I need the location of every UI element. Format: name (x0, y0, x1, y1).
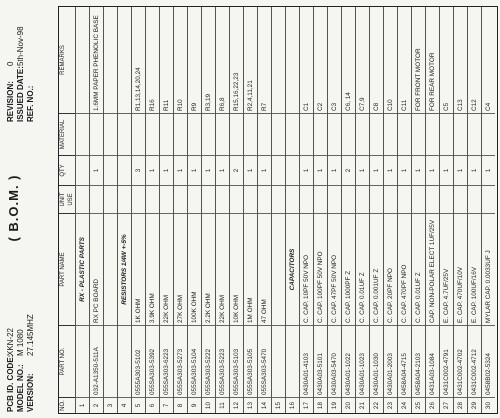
unit-use-cell (160, 185, 173, 213)
row-number-cell: 13 (244, 397, 257, 413)
material-cell (188, 113, 201, 155)
row-number-cell: 21 (356, 397, 369, 413)
quantity-cell: 1 (300, 155, 313, 185)
unit-use-cell (258, 185, 271, 213)
part-number-cell: 0430A01-4103 (300, 325, 313, 397)
part-number-cell (76, 325, 89, 397)
material-cell (468, 113, 481, 155)
material-cell (90, 113, 103, 155)
part-name-cell: RX PC BOARD (90, 213, 103, 325)
quantity-cell (118, 155, 131, 185)
table-row (201, 7, 215, 413)
material-cell (328, 113, 341, 155)
part-number-cell: 055SA303-5470 (258, 325, 271, 397)
remarks-cell: C3 (331, 102, 338, 111)
part-name-cell: CAP. NON-POLAR ELECT 1UF/25V (426, 213, 439, 325)
part-number-cell (118, 325, 131, 397)
remarks-cell: C10 (387, 99, 394, 111)
part-name-cell: 2.2K OHM (202, 213, 215, 325)
row-number-cell: 23 (384, 397, 397, 413)
unit-use-cell (356, 185, 369, 213)
revision-line: REVISION:0 (6, 61, 15, 122)
material-cell (440, 113, 453, 155)
remarks-cell: C8 (373, 102, 380, 111)
quantity-cell: 1 (188, 155, 201, 185)
part-name-cell: 27K OHM (174, 213, 187, 325)
quantity-cell: 3 (132, 155, 145, 185)
part-name-cell: RESISTORS 1/4W +-5% (118, 213, 131, 325)
row-number-cell: 27 (440, 397, 453, 413)
row-number-cell: 6 (146, 397, 159, 413)
col-head-material: MATERIAL (59, 113, 75, 155)
material-cell (300, 113, 313, 155)
part-name-cell: 3.9K OHM (146, 213, 159, 325)
remarks-cell (76, 7, 89, 113)
unit-use-cell (454, 185, 467, 213)
part-number-cell: 055SA303-5103 (230, 325, 243, 397)
remarks-cell: C1 (303, 102, 310, 111)
part-number-cell: 0430A01-1022 (342, 325, 355, 397)
remarks-cell: C13 (457, 99, 464, 111)
unit-use-cell (272, 185, 285, 213)
row-number-cell: 9 (188, 397, 201, 413)
table-row (187, 7, 201, 413)
material-cell (272, 113, 285, 155)
remarks-cell: R15,16,22,23 (233, 72, 240, 111)
part-name-cell: C. CAP. 470PF NPO (398, 213, 411, 325)
remarks-cell (286, 7, 299, 113)
part-name-cell: C. CAP. 0.001UF Z (370, 213, 383, 325)
table-row (173, 7, 187, 413)
document-title: ( B.O.M. ) (6, 174, 21, 242)
table-row (481, 7, 495, 413)
part-number-cell: 032-A1350-511A (90, 325, 103, 397)
quantity-cell: 1 (146, 155, 159, 185)
part-name-cell: C. CAP. 20PF NPO (384, 213, 397, 325)
unit-use-cell (202, 185, 215, 213)
table-row (285, 7, 299, 413)
part-name-cell: C. CAP. 0.01UF Z (412, 213, 425, 325)
part-name-cell: 47 OHM (258, 213, 271, 325)
quantity-cell (286, 155, 299, 185)
remarks-cell: C4 (485, 102, 492, 111)
row-number-cell: 7 (160, 397, 173, 413)
quantity-cell: 1 (314, 155, 327, 185)
col-head-qty: QTY (59, 155, 75, 185)
row-number-cell: 17 (300, 397, 313, 413)
row-number-cell: 30 (482, 397, 495, 413)
row-number-cell: 11 (216, 397, 229, 413)
table-row (271, 7, 285, 413)
unit-use-cell (174, 185, 187, 213)
unit-use-cell (440, 185, 453, 213)
material-cell (286, 113, 299, 155)
material-cell (258, 113, 271, 155)
table-row (299, 7, 313, 413)
part-number-cell: 0458A04-2103 (412, 325, 425, 397)
quantity-cell: 1 (440, 155, 453, 185)
bom-table (58, 6, 498, 414)
remarks-cell (272, 7, 285, 113)
issued-date-line: ISSUED DATE:5th-Nov-98 (16, 26, 25, 122)
unit-use-cell (426, 185, 439, 213)
part-number-cell: 055SA303-5273 (174, 325, 187, 397)
part-number-cell: 055SA303-5104 (188, 325, 201, 397)
part-number-cell: 0431C002-4702 (454, 325, 467, 397)
col-head-remarks: REMARKS (60, 45, 66, 75)
col-head-unit-use: UNIT USE (59, 185, 75, 213)
unit-use-cell (482, 185, 495, 213)
row-number-cell: 12 (230, 397, 243, 413)
material-cell (314, 113, 327, 155)
quantity-cell: 1 (160, 155, 173, 185)
material-cell (76, 113, 89, 155)
material-cell (216, 113, 229, 155)
part-number-cell: 0555A303-5102 (132, 325, 145, 397)
quantity-cell: 2 (342, 155, 355, 185)
unit-use-cell (76, 185, 89, 213)
quantity-cell (76, 155, 89, 185)
part-number-cell: 055SA303-6223 (160, 325, 173, 397)
col-head-part-name: PART NAME (59, 213, 75, 325)
material-cell (104, 113, 117, 155)
table-row (243, 7, 257, 413)
unit-use-cell (244, 185, 257, 213)
table-row (369, 7, 383, 413)
part-number-cell (104, 325, 117, 397)
table-row (229, 7, 243, 413)
part-name-cell: E. CAP. 470UF/10V (454, 213, 467, 325)
unit-use-cell (90, 185, 103, 213)
remarks-cell: R3,19 (205, 93, 212, 111)
remarks-cell: R11 (163, 99, 170, 111)
part-name-cell: C. CAP. 10PF 50V NPO (300, 213, 313, 325)
unit-use-cell (300, 185, 313, 213)
row-number-cell: 24 (398, 397, 411, 413)
quantity-cell: 1 (398, 155, 411, 185)
row-number-cell: 20 (342, 397, 355, 413)
part-number-cell: 0431C002-4791 (440, 325, 453, 397)
part-number-cell: 0430A01-1030 (370, 325, 383, 397)
remarks-cell: R10 (177, 99, 184, 111)
quantity-cell: 1 (90, 155, 103, 185)
part-number-cell (286, 325, 299, 397)
table-row (117, 7, 131, 413)
part-number-cell: 0430A03-5470 (328, 325, 341, 397)
quantity-cell: 1 (202, 155, 215, 185)
table-row (439, 7, 453, 413)
unit-use-cell (398, 185, 411, 213)
material-cell (398, 113, 411, 155)
row-number-cell: 10 (202, 397, 215, 413)
unit-use-cell (328, 185, 341, 213)
unit-use-cell (370, 185, 383, 213)
part-number-cell: 055SA303-5392 (146, 325, 159, 397)
table-row (159, 7, 173, 413)
row-number-cell: 18 (314, 397, 327, 413)
table-row (383, 7, 397, 413)
unit-use-cell (342, 185, 355, 213)
col-head-part-no: PART NO. (59, 325, 75, 397)
quantity-cell: 1 (468, 155, 481, 185)
part-name-cell (104, 213, 117, 325)
row-number-cell: 5 (132, 397, 145, 413)
version-line: VERSION:27.145MHZ (26, 314, 35, 412)
remarks-cell: C7,9 (359, 97, 366, 111)
part-name-cell: MYLAR CAP. 0.0033UF J (482, 213, 495, 325)
unit-use-cell (230, 185, 243, 213)
row-number-cell: 19 (328, 397, 341, 413)
remarks-cell: R16 (149, 99, 156, 111)
table-row (89, 7, 103, 413)
part-name-cell: C. CAP. 47PF 50V NPO (328, 213, 341, 325)
pcb-id-line: PCB ID. CODE:XKN-22 (6, 327, 15, 412)
quantity-cell: 1 (454, 155, 467, 185)
remarks-cell: R1,13,14,20,24 (135, 67, 142, 111)
unit-use-cell (412, 185, 425, 213)
row-number-cell: 2 (90, 397, 103, 413)
part-name-cell: CAPACITORS (286, 213, 299, 325)
ref-no-line: REF. NO.: (26, 85, 35, 122)
quantity-cell: 1 (244, 155, 257, 185)
row-number-cell: 22 (370, 397, 383, 413)
unit-use-cell (132, 185, 145, 213)
quantity-cell: 1 (370, 155, 383, 185)
material-cell (146, 113, 159, 155)
row-number-cell: 28 (454, 397, 467, 413)
table-row (397, 7, 411, 413)
remarks-cell (118, 7, 131, 113)
table-row (145, 7, 159, 413)
table-row (215, 7, 229, 413)
remarks-cell: R7 (261, 102, 268, 111)
quantity-cell: 1 (356, 155, 369, 185)
quantity-cell: 1 (216, 155, 229, 185)
quantity-cell: 1 (482, 155, 495, 185)
table-row (257, 7, 271, 413)
table-row (425, 7, 439, 413)
remarks-cell: R2,4,11,21 (247, 80, 254, 111)
row-number-cell: 4 (118, 397, 131, 413)
part-name-cell: E. CAP. 4.7UF/25V (440, 213, 453, 325)
col-head-no: NO. (59, 397, 75, 413)
quantity-cell: 1 (328, 155, 341, 185)
row-number-cell: 15 (272, 397, 285, 413)
table-row (75, 7, 89, 413)
unit-use-cell (468, 185, 481, 213)
material-cell (342, 113, 355, 155)
table-row (453, 7, 467, 413)
part-name-cell: C. CAP. 100PF 50V NPO (314, 213, 327, 325)
part-number-cell: 055SA303-5105 (244, 325, 257, 397)
model-no-line: MODEL NO.:M 1080 (16, 329, 25, 412)
material-cell (412, 113, 425, 155)
quantity-cell (104, 155, 117, 185)
remarks-cell: C6, 14 (345, 92, 352, 111)
row-number-cell: 16 (286, 397, 299, 413)
part-name-cell: 1K OHM (132, 213, 145, 325)
row-number-cell: 14 (258, 397, 271, 413)
part-name-cell (272, 213, 285, 325)
table-row (103, 7, 117, 413)
part-number-cell: 0431A03-1084 (426, 325, 439, 397)
part-name-cell: 10K OHM (230, 213, 243, 325)
unit-use-cell (384, 185, 397, 213)
unit-use-cell (118, 185, 131, 213)
part-number-cell: 0458B02-5324 (482, 325, 495, 397)
remarks-cell: FOR REAR MOTOR (429, 52, 436, 111)
part-name-cell: 100K OHM (188, 213, 201, 325)
remarks-cell (104, 7, 117, 113)
remarks-cell: C2 (317, 102, 324, 111)
part-number-cell: 055SA303-5223 (216, 325, 229, 397)
table-row (131, 7, 145, 413)
part-name-cell: C. CAP. 0.01UF Z (356, 213, 369, 325)
table-row (313, 7, 327, 413)
remarks-cell: C12 (471, 99, 478, 111)
material-cell (160, 113, 173, 155)
part-number-cell: 0431C002-4712 (468, 325, 481, 397)
remarks-cell: FOR FRONT MOTOR (415, 48, 422, 111)
part-name-cell: 22K OHM (160, 213, 173, 325)
row-number-cell: 3 (104, 397, 117, 413)
row-number-cell: 25 (412, 397, 425, 413)
table-row (355, 7, 369, 413)
material-cell (370, 113, 383, 155)
part-name-cell: C. CAP. 1000PF Z (342, 213, 355, 325)
header-left (6, 314, 36, 412)
material-cell (482, 113, 495, 155)
part-name-cell: RX - PLASTIC PARTS (76, 213, 89, 325)
material-cell (118, 113, 131, 155)
quantity-cell: 1 (258, 155, 271, 185)
part-name-cell: 1M OHM (244, 213, 257, 325)
material-cell (202, 113, 215, 155)
material-cell (356, 113, 369, 155)
row-number-cell: 29 (468, 397, 481, 413)
unit-use-cell (188, 185, 201, 213)
material-cell (454, 113, 467, 155)
material-cell (426, 113, 439, 155)
material-cell (132, 113, 145, 155)
table-row (467, 7, 481, 413)
remarks-cell: R6,8 (219, 97, 226, 111)
row-number-cell: 8 (174, 397, 187, 413)
part-name-cell: E. CAP. 100UF/16V (468, 213, 481, 325)
unit-use-cell (314, 185, 327, 213)
row-number-cell: 26 (426, 397, 439, 413)
part-number-cell: 0458A04-4715 (398, 325, 411, 397)
part-number-cell: 0430A01-2003 (384, 325, 397, 397)
quantity-cell: 1 (384, 155, 397, 185)
part-number-cell (272, 325, 285, 397)
table-row (327, 7, 341, 413)
table-row (341, 7, 355, 413)
quantity-cell (272, 155, 285, 185)
row-number-cell: 1 (76, 397, 89, 413)
material-cell (244, 113, 257, 155)
header-right (6, 26, 36, 122)
quantity-cell: 1 (412, 155, 425, 185)
quantity-cell: 1 (174, 155, 187, 185)
material-cell (384, 113, 397, 155)
part-number-cell: 055SA303-5222 (202, 325, 215, 397)
quantity-cell: 2 (230, 155, 243, 185)
unit-use-cell (286, 185, 299, 213)
quantity-cell: 1 (426, 155, 439, 185)
part-name-cell: 22K OHM (216, 213, 229, 325)
unit-use-cell (146, 185, 159, 213)
material-cell (230, 113, 243, 155)
remarks-cell: 1.6MM PAPER PHENOLIC BASE (93, 15, 100, 111)
material-cell (174, 113, 187, 155)
unit-use-cell (216, 185, 229, 213)
part-number-cell: 0430A01-1023 (356, 325, 369, 397)
remarks-cell: C5 (443, 102, 450, 111)
table-row (411, 7, 425, 413)
unit-use-cell (104, 185, 117, 213)
remarks-cell: C11 (401, 99, 408, 111)
part-number-cell: 0430A03-5101 (314, 325, 327, 397)
remarks-cell: R9 (191, 102, 198, 111)
